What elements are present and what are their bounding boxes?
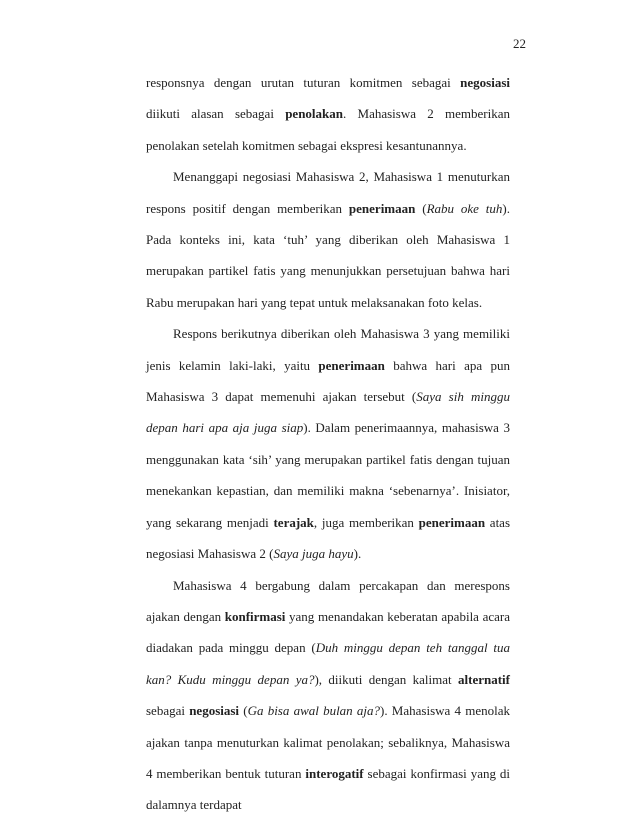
text-run: . Mahasiswa 2 memberikan penolakan setelah komitmen sebagai ekspresi kesantunannya. <box>146 106 510 153</box>
paragraph <box>146 67 510 161</box>
bold-term: penolakan <box>285 106 343 122</box>
bold-term: penerimaan <box>318 357 385 373</box>
text-run: sebagai <box>146 703 190 719</box>
text-run: diikuti alasan sebagai <box>146 106 286 122</box>
bold-term: alternatif <box>458 671 510 687</box>
text-run: Respons berikutnya diberikan oleh Mahasiswa 3 yang memiliki jenis kelamin laki-laki, yaitu <box>146 326 510 373</box>
bold-term: negosiasi <box>189 703 240 719</box>
text-run: ). Pada konteks ini, kata ‘tuh’ yang diberikan oleh Mahasiswa 1 merupakan partikel fatis yang menunjukkan persetujuan bahwa hari Rabu merupakan hari yang tepat untuk melaksanakan foto kelas. <box>146 200 510 310</box>
text-run: ), diikuti dengan kalimat <box>314 671 459 687</box>
text-run: Mahasiswa 4 bergabung dalam percakapan dan merespons ajakan dengan <box>146 577 510 624</box>
text-run: ). Dalam penerimaannya, mahasiswa 3 menggunakan kata ‘sih’ yang merupakan partikel fatis dengan tujuan menekankan kepastian, dan memiliki makna ‘sebenarnya’. Inisiator, yang sekarang menjadi <box>146 420 510 530</box>
text-run: ). <box>353 546 362 562</box>
bold-term: konfirmasi <box>224 608 286 624</box>
text-run: ( <box>239 703 248 719</box>
text-run: bahwa hari apa pun Mahasiswa 3 dapat memenuhi ajakan tersebut ( <box>146 357 510 405</box>
italic-quote: Duh minggu depan teh tanggal tua kan? Kudu minggu depan ya? <box>146 640 510 687</box>
paragraph <box>146 570 510 821</box>
bold-term: penerimaan <box>348 200 416 216</box>
bold-term: interogatif <box>305 765 364 781</box>
bold-term: terajak <box>273 514 314 530</box>
text-run: ). Mahasiswa 4 menolak ajakan tanpa menuturkan kalimat penolakan; sebaliknya, Mahasiswa 4 memberikan bentuk tuturan <box>146 703 510 781</box>
body-text <box>146 67 510 821</box>
italic-quote: Rabu oke tuh <box>426 200 503 216</box>
text-run: Menanggapi negosiasi Mahasiswa 2, Mahasiswa 1 menuturkan respons positif dengan memberikan <box>146 169 510 216</box>
text-run: sebagai konfirmasi yang di dalamnya terdapat <box>146 765 510 813</box>
bold-term: negosiasi <box>460 75 510 90</box>
text-run: yang menandakan keberatan apabila acara diadakan pada minggu depan ( <box>146 608 510 656</box>
italic-quote: Saya sih minggu depan hari apa aja juga siap <box>146 389 510 436</box>
text-run: responsnya dengan urutan tuturan komitmen sebagai <box>146 75 461 90</box>
text-run: , juga memberikan <box>313 514 419 530</box>
text-run: ( <box>415 200 427 216</box>
italic-quote: Ga bisa awal bulan aja? <box>247 703 381 719</box>
bold-term: penerimaan <box>418 514 486 530</box>
page-number: 22 <box>513 36 526 51</box>
paragraph <box>146 161 510 318</box>
paragraph <box>146 318 510 569</box>
italic-quote: Saya juga hayu <box>273 546 354 562</box>
text-run: atas negosiasi Mahasiswa 2 ( <box>146 514 511 562</box>
